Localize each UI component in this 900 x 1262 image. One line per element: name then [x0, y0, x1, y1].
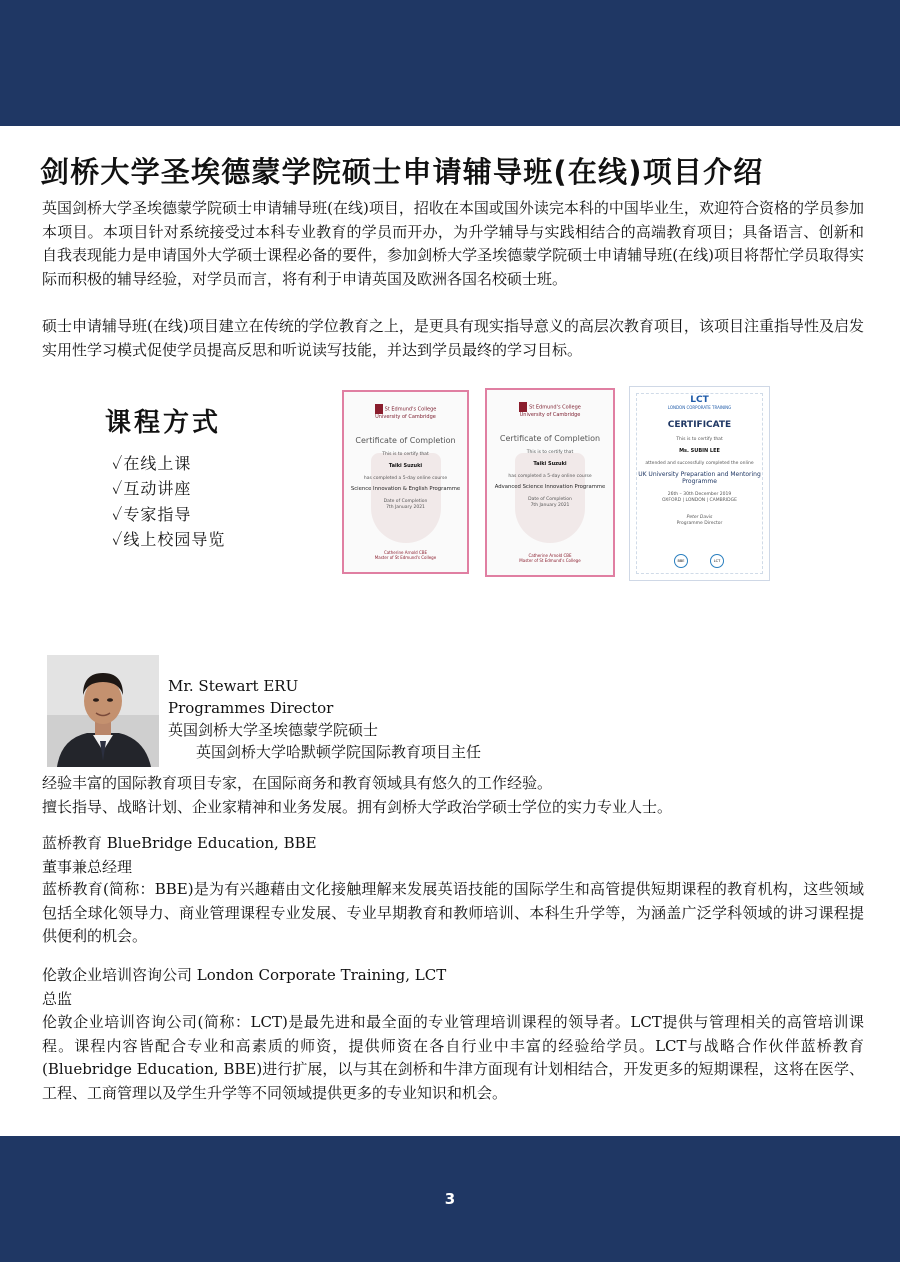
course-item: ✓在线上课: [112, 454, 192, 473]
lct-badge-icon: LCT: [710, 554, 724, 568]
lct-logo: LCT: [690, 395, 709, 405]
certificate-image-1: [342, 390, 469, 574]
certificate-cities: OXFORD | LONDON | CAMBRIDGE: [662, 498, 737, 503]
certificate-date: 7th January 2021: [530, 503, 570, 508]
certificate-image-3: [629, 386, 770, 581]
lct-position: 总监: [42, 990, 73, 1008]
certificate-date-label: Date of Completion: [528, 497, 572, 502]
course-item: ✓互动讲座: [112, 479, 192, 499]
bbe-badge-icon: BBE: [674, 554, 688, 568]
college-logo: St Edmund's College University of Cambridge: [344, 404, 467, 420]
certificate-certify-text: This is to certify that: [526, 450, 574, 455]
certificate-title: Certificate of Completion: [355, 436, 456, 445]
course-heading: 课程方式: [105, 408, 222, 438]
director-title-zh-2: 英国剑桥大学哈默顿学院国际教育项目主任: [196, 743, 482, 761]
certificate-recipient: Ms. SUBIN LEE: [679, 448, 720, 454]
lct-description: 伦敦企业培训咨询公司(简称：LCT)是最先进和最全面的专业管理培训课程的领导者。LCT提供与管理相关的高管培训课程。课程内容皆配合专业和高素质的师资，提供师资在各自行业中丰富的经验给学员。LCT与战略合作伙伴蓝桥教育(Bluebridge Education, BBE)进行扩展，以与其在剑桥和牛津方面现有计划相结合，开发更多的短期课程，这将在医学、工程、工商管理以及学生升学等不同领域提供更多的专业知识和机会。: [42, 1013, 864, 1102]
certificate-title: Certificate of Completion: [499, 434, 601, 443]
director-desc-2: 擅长指导、战略计划、企业家精神和业务发展。拥有剑桥大学政治学硕士学位的实力专业人士。: [42, 798, 673, 816]
director-title-zh-1: 英国剑桥大学圣埃德蒙学院硕士: [168, 721, 379, 739]
certificate-title: CERTIFICATE: [667, 420, 732, 430]
certificate-certify-text: This is to certify that: [382, 452, 429, 457]
director-info: [168, 675, 481, 763]
certificate-date-label: Date of Completion: [383, 499, 428, 504]
lct-org-name: LONDON CORPORATE TRAINING: [667, 405, 732, 410]
course-item: ✓专家指导: [112, 504, 192, 524]
bbe-position: 董事兼总经理: [42, 858, 133, 876]
director-name: Mr. Stewart ERU: [168, 677, 299, 695]
certificate-programme: Science Innovation & English Programme: [350, 486, 461, 492]
certificate-dates: 26th – 30th December 2019: [667, 492, 732, 497]
certificate-completed-text: has completed a 5-day online course: [363, 476, 448, 481]
bbe-org-name: 蓝桥教育 BlueBridge Education, BBE: [42, 834, 317, 852]
intro-paragraph-2: 硕士申请辅导班(在线)项目建立在传统的学位教育之上，是更具有现实指导意义的高层次教育项目，该项目注重指导性及启发实用性学习模式促使学员提高反思和听说读写技能，并达到学员最终的学习目标。: [42, 317, 864, 359]
intro-paragraph-1: 英国剑桥大学圣埃德蒙学院硕士申请辅导班(在线)项目，招收在本国或国外读完本科的中国毕业生，欢迎符合资格的学员参加本项目。本项目针对系统接受过本科专业教育的学员而开办，为升学辅导与实践相结合的高端教育项目；具备语言、创新和自我表现能力是申请国外大学硕士课程必备的要件，参加剑桥大学圣埃德蒙学院硕士申请辅导班(在线)项目将帮忙学员取得实际而积极的辅导经验，对学员而言，将有利于申请英国及欧洲各国名校硕士班。: [42, 199, 864, 288]
certificate-signer: Peter Davis: [686, 515, 713, 520]
certificate-image-2: [485, 388, 615, 577]
bbe-description: 蓝桥教育(简称：BBE)是为有兴趣藉由文化接触理解来发展英语技能的国际学生和高管提供短期课程的教育机构，这些领域包括全球化领导力、商业管理课程专业发展、专业早期教育和教师培训、本科生升学等，为涵盖广泛学科领域的讲习课程提供便利的机会。: [42, 880, 864, 945]
certificate-date: 7th January 2021: [386, 505, 425, 510]
course-item: ✓线上校园导览: [112, 530, 226, 550]
certificate-signer: Catherine Arnold CBE Master of St Edmund's College: [374, 550, 437, 560]
certificate-signer: Catherine Arnold CBE Master of St Edmund's College: [519, 553, 581, 563]
certificate-recipient: Taiki Suzuki: [388, 463, 423, 469]
certificate-recipient: Taiki Suzuki: [533, 461, 567, 467]
director-role: Programmes Director: [168, 699, 334, 717]
page-title: 剑桥大学圣埃德蒙学院硕士申请辅导班(在线)项目介绍: [40, 155, 764, 189]
certificate-programme: Advanced Science Innovation Programme: [494, 484, 606, 490]
page-number: 3: [444, 1190, 456, 1208]
portrait-icon: [47, 655, 159, 767]
director-desc-1: 经验丰富的国际教育项目专家，在国际商务和教育领域具有悠久的工作经验。: [42, 774, 553, 792]
certificate-signer-role: Programme Director: [676, 521, 723, 526]
director-photo: [47, 655, 159, 767]
header-band: [0, 0, 900, 126]
certificate-programme: UK University Preparation and Mentoring Programme: [638, 471, 761, 485]
certificate-completed-text: has completed a 5-day online course: [508, 474, 592, 479]
course-list: [112, 451, 225, 553]
certificate-certify-text: This is to certify that: [676, 437, 723, 442]
college-logo: St Edmund's College University of Cambridge: [487, 402, 613, 418]
lct-org-name-text: 伦敦企业培训咨询公司 London Corporate Training, LCT: [42, 966, 447, 984]
certificate-completed-text: attended and successfully completed the online: [645, 461, 754, 466]
